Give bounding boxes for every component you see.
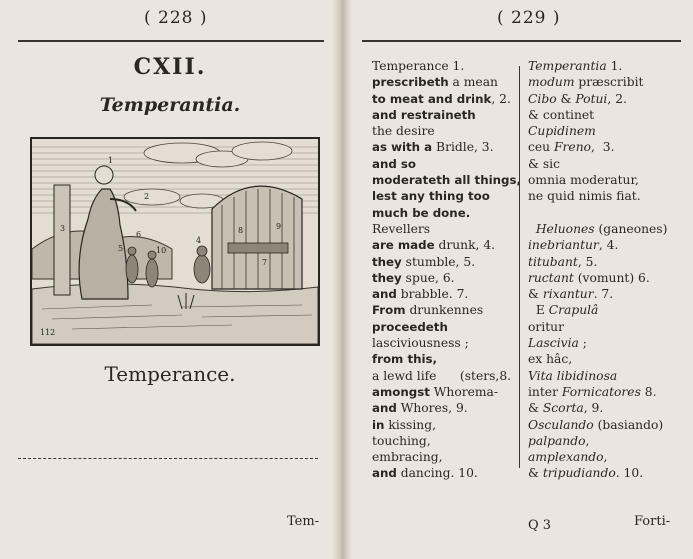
left-footer-rule [18,458,318,459]
label-5: 5 [118,244,124,253]
latin-text: 8. [640,384,657,399]
english-line [372,433,521,449]
latin-text: Osculando [528,417,594,432]
latin-text: Crapulâ [548,303,599,318]
english-line [372,221,521,237]
english-line [372,449,521,465]
english-text: kissing, [384,417,437,432]
latin-text: , 2. [607,91,627,106]
latin-text: & [528,466,543,481]
english-line [372,74,521,90]
right-header-rule [362,40,681,42]
latin-line [528,74,667,90]
english-line [372,368,521,384]
latin-line [528,205,667,221]
left-catchword: Tem- [287,514,320,529]
latin-line [528,302,667,318]
latin-text: , 5. [577,254,598,269]
latin-text: (ganeones) [594,221,668,236]
latin-text: 1. [606,59,623,73]
label-6: 6 [136,230,142,239]
stone-pillar [54,185,70,295]
latin-text: omnia moderatur, [528,173,639,188]
english-line [372,172,521,188]
temperance-head [95,166,113,184]
latin-title: Temperantia. [99,94,241,116]
latin-line [528,270,667,286]
latin-text: Potui [575,91,608,106]
latin-text: . 10. [615,466,644,481]
latin-text: Freno [554,140,592,155]
english-text: , 2. [491,91,511,106]
label-10: 10 [156,246,167,255]
english-text: dancing. 10. [396,466,478,481]
english-text: proceedeth [372,319,448,334]
english-line [372,351,521,367]
english-line [372,384,521,400]
latin-line [528,368,667,384]
latin-text: Vita libidinosa [528,368,618,383]
label-8: 8 [238,226,244,235]
english-line [372,107,521,123]
latin-text: inter [528,384,562,399]
english-line [372,254,521,270]
latin-text: præscribit [574,75,644,90]
english-text: drunk, 4. [434,238,496,253]
latin-text: , 9. [583,401,604,416]
english-line [372,58,521,74]
english-line [372,237,521,253]
latin-text: titubant [528,254,578,269]
latin-text: rixantur [542,287,594,302]
latin-text: Cibo [528,91,557,106]
english-line [372,205,521,221]
english-text: and [372,287,397,302]
latin-line [528,58,667,74]
plate-number: 112 [40,328,56,337]
latin-text: , 4. [598,238,619,253]
latin-line [528,139,667,155]
latin-text: ex hâc, [528,352,573,367]
latin-text: (vomunt) 6. [573,270,650,285]
english-column [372,58,521,482]
latin-line [528,319,667,335]
english-text: Temperance [372,59,453,73]
latin-line [528,433,667,449]
english-text: are made [372,238,435,253]
latin-text: . 7. [593,287,614,302]
book-gutter [332,0,352,559]
english-text: Revellers [372,221,431,236]
latin-line [528,400,667,416]
latin-text: (basiando) [593,417,664,432]
label-9: 9 [276,222,282,231]
latin-text: & sic [528,156,560,171]
english-text: and so [372,156,417,171]
feast-table [228,243,288,253]
latin-line [528,107,667,123]
latin-line [528,237,667,253]
latin-text: ructant [528,270,574,285]
label-3: 3 [60,224,66,233]
english-text: to meat and drink [372,91,492,106]
english-text: from this, [372,352,438,367]
latin-text: tripudiando [542,466,616,481]
english-text: the desire [372,124,435,139]
latin-line [528,449,667,465]
latin-text: palpando [528,433,586,448]
chapter-number: CXII. [133,54,207,80]
english-text: spue, 6. [401,270,455,285]
latin-text: amplexando [528,450,604,465]
right-page-number: ( 229 ) [497,8,561,28]
english-text: prescribeth [372,75,449,90]
english-text: and [372,401,397,416]
latin-text: Lascivia [528,336,579,351]
latin-line [528,91,667,107]
signature-mark: Q 3 [528,518,552,533]
latin-line [528,465,667,481]
latin-text: Heluones [528,221,595,236]
latin-line [528,351,667,367]
english-text: 1. [452,59,465,73]
english-text: lasciviousness ; [372,336,469,351]
english-line [372,156,521,172]
english-text: as with a [372,140,433,155]
latin-text: ne quid nimis fiat. [528,189,641,204]
column-divider [519,66,520,468]
english-text: Bridle, 3. [432,140,494,155]
latin-text: E [528,303,549,318]
latin-line [528,254,667,270]
latin-text: & [528,401,543,416]
latin-text: oritur [528,319,564,334]
english-text: and [372,466,397,481]
latin-text: & [528,287,543,302]
english-line [372,123,521,139]
english-text: a lewd life (sters,8. [372,368,512,383]
english-text: Whorema- [429,384,499,399]
latin-line [528,123,667,139]
english-text: much be done. [372,205,471,220]
english-line [372,139,521,155]
latin-line [528,188,667,204]
english-text: touching, [372,433,431,448]
latin-line [528,156,667,172]
latin-text: , 3. [591,140,615,155]
english-text: they [372,270,402,285]
english-line [372,400,521,416]
latin-text: Temperantia [528,59,607,73]
english-line [372,417,521,433]
latin-text: & [556,91,576,106]
english-line [372,465,521,481]
english-text: embracing, [372,450,443,465]
english-line [372,335,521,351]
english-line [372,302,521,318]
latin-text: Scorta [542,401,584,416]
english-text: and restraineth [372,107,476,122]
latin-text: Fornicatores [561,384,641,399]
english-text: they [372,254,402,269]
english-text: in [372,417,385,432]
latin-line [528,384,667,400]
engraving-plate [30,137,320,346]
latin-line [528,286,667,302]
latin-line [528,335,667,351]
english-text: lest any thing too [372,189,490,204]
latin-text: Cupidinem [528,124,596,139]
latin-text: ; [578,336,587,351]
right-catchword: Forti- [634,514,671,529]
english-text: amongst [372,384,430,399]
latin-text: , [603,450,608,465]
english-title: Temperance. [104,362,236,386]
latin-text: modum [528,75,575,90]
english-text: From [372,303,406,318]
latin-line [528,417,667,433]
english-line [372,286,521,302]
label-4: 4 [196,236,202,245]
english-line [372,319,521,335]
english-text: brabble. 7. [396,287,469,302]
engraving-illustration [32,139,318,344]
latin-column [528,58,667,482]
latin-text: ceu [528,140,554,155]
latin-text: inebriantur [528,238,599,253]
ground [32,284,318,344]
left-header-rule [18,40,324,42]
label-7: 7 [262,258,268,267]
label-1: 1 [108,156,114,165]
left-page-number: ( 228 ) [144,8,208,28]
english-text: Whores, 9. [396,401,468,416]
english-line [372,188,521,204]
english-text: drunkennes [405,303,484,318]
arbour [212,186,302,289]
latin-line [528,172,667,188]
english-text: moderateth all things, [372,173,521,188]
latin-text: & continet [528,107,595,122]
english-line [372,91,521,107]
latin-text: , [585,433,590,448]
label-2: 2 [144,192,150,201]
english-text: stumble, 5. [401,254,476,269]
english-text: a mean [448,75,498,90]
latin-line [528,221,667,237]
english-line [372,270,521,286]
